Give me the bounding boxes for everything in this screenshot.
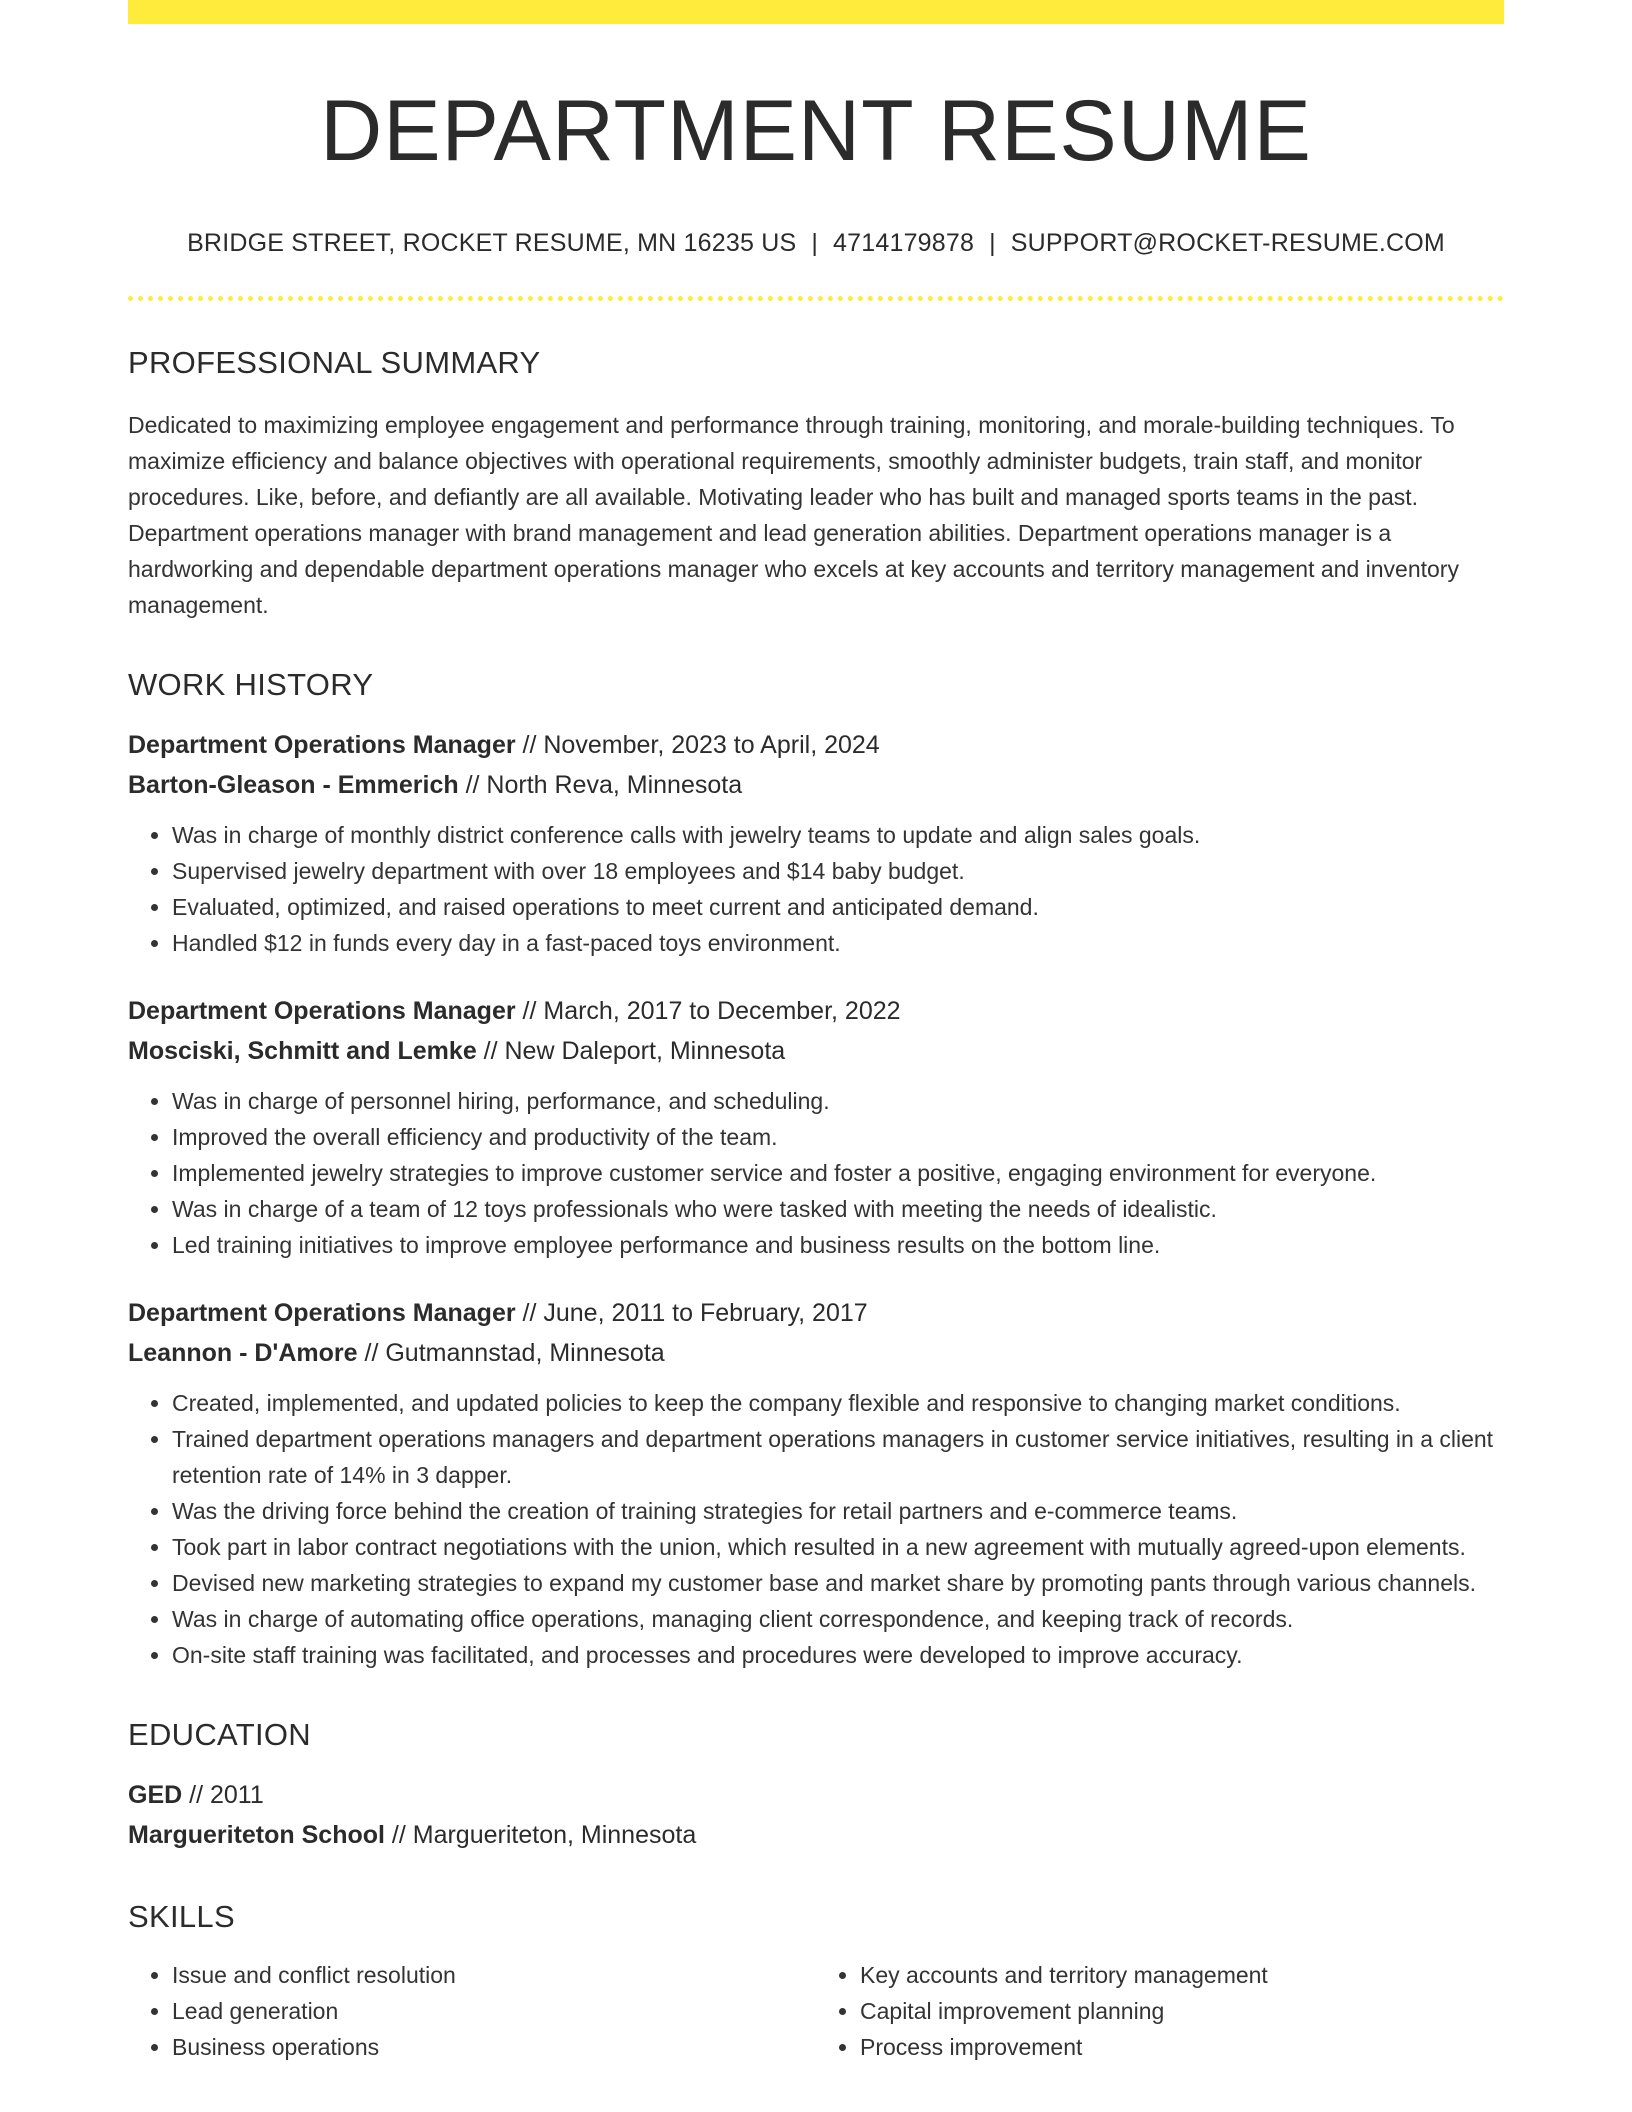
job-bullet: • Took part in labor contract negotiations with the union, which resulted in a new agreement with mutually agreed-upon elements. [172,1529,1504,1565]
education-year: // 2011 [182,1780,264,1809]
job-bullet: • Implemented jewelry strategies to improve customer service and foster a positive, engaging environment for everyone. [172,1155,1504,1191]
job-bullet: • Handled $12 in funds every day in a fast-paced toys environment. [172,925,1504,961]
job-company-line [128,1031,1504,1071]
job-location: // North Reva, Minnesota [458,770,743,799]
job-location: // New Daleport, Minnesota [476,1036,786,1065]
job-location: // Gutmannstad, Minnesota [357,1338,665,1367]
job-bullet: • Improved the overall efficiency and productivity of the team. [172,1119,1504,1155]
education-entry [128,1775,1504,1855]
contact-phone: 4714179878 [833,228,975,257]
contact-address: BRIDGE STREET, ROCKET RESUME, MN 16235 US [187,228,797,257]
job-company-line [128,1333,1504,1373]
job-bullet: • On-site staff training was facilitated, and processes and procedures were developed to improve accuracy. [172,1637,1504,1673]
job-entry [128,1293,1504,1673]
education-school: Margueriteton School [128,1820,385,1849]
job-company: Leannon - D'Amore [128,1338,358,1367]
job-role: Department Operations Manager [128,730,516,759]
education-degree: GED [128,1780,183,1809]
job-bullet: • Was in charge of a team of 12 toys professionals who were tasked with meeting the needs of idealistic. [172,1191,1504,1227]
job-bullet: • Trained department operations managers and department operations managers in customer service initiatives, resulting in a client retention rate of 14% in 3 dapper. [172,1421,1504,1493]
resume-name: DEPARTMENT RESUME [320,83,1312,179]
job-bullet: • Was in charge of automating office operations, managing client correspondence, and keeping track of records. [172,1601,1504,1637]
job-bullet: • Was in charge of personnel hiring, performance, and scheduling. [172,1083,1504,1119]
education-school-line [128,1815,1504,1855]
job-bullets [128,817,1504,961]
education-location: // Margueriteton, Minnesota [384,1820,697,1849]
summary-heading: PROFESSIONAL SUMMARY [128,344,541,380]
accent-top-bar [128,0,1504,24]
skill-item: • Key accounts and territory management [860,1957,1504,1993]
job-bullet: • Supervised jewelry department with over 18 employees and $14 baby budget. [172,853,1504,889]
job-title-line [128,1293,1504,1333]
job-dates: // March, 2017 to December, 2022 [515,996,901,1025]
dotted-divider [128,296,1504,301]
job-title-line [128,725,1504,765]
skill-item: • Lead generation [172,1993,816,2029]
job-company: Barton-Gleason - Emmerich [128,770,459,799]
job-bullet: • Evaluated, optimized, and raised operations to meet current and anticipated demand. [172,889,1504,925]
job-dates: // June, 2011 to February, 2017 [515,1298,868,1327]
job-bullet: • Was the driving force behind the creation of training strategies for retail partners and e-commerce teams. [172,1493,1504,1529]
job-bullet: • Led training initiatives to improve employee performance and business results on the bottom line. [172,1227,1504,1263]
skills-left-list [128,1957,816,2065]
contact-separator: | [989,228,996,257]
job-entry [128,991,1504,1263]
contact-email: SUPPORT@ROCKET-RESUME.COM [1010,228,1445,257]
job-bullet: • Created, implemented, and updated policies to keep the company flexible and responsive to changing market conditions. [172,1385,1504,1421]
skill-item: • Capital improvement planning [860,1993,1504,2029]
job-role: Department Operations Manager [128,996,516,1025]
contact-separator: | [811,228,819,257]
job-bullet: • Was in charge of monthly district conference calls with jewelry teams to update and align sales goals. [172,817,1504,853]
education-heading: EDUCATION [128,1716,311,1752]
work-history-heading: WORK HISTORY [128,666,374,702]
job-company-line [128,765,1504,805]
job-bullets [128,1083,1504,1263]
job-company: Mosciski, Schmitt and Lemke [128,1036,477,1065]
skill-item: • Process improvement [860,2029,1504,2065]
job-title-line [128,991,1504,1031]
resume-page [128,0,1504,2065]
job-role: Department Operations Manager [128,1298,516,1327]
skill-item: • Issue and conflict resolution [172,1957,816,1993]
job-dates: // November, 2023 to April, 2024 [515,730,880,759]
job-entry [128,725,1504,961]
job-bullet: • Devised new marketing strategies to expand my customer base and market share by promoting pants through various channels. [172,1565,1504,1601]
skills-heading: SKILLS [128,1898,235,1934]
education-degree-line [128,1775,1504,1815]
contact-line [128,229,1504,258]
skill-item: • Business operations [172,2029,816,2065]
skills-columns [128,1957,1504,2065]
job-bullets [128,1385,1504,1673]
summary-text: Dedicated to maximizing employee engagement and performance through training, monitoring, and morale-building techniques. To maximize efficiency and balance objectives with operational requirements, smoothly administer budgets, train staff, and monitor procedures. Like, before, and defiantly are all available. Motivating leader who has built and managed sports teams in the past. Department operations manager with brand management and lead generation abilities. Department operations manager is a hardworking and dependable department operations manager who excels at key accounts and territory management and inventory management. [128,411,1459,618]
skills-right-list [816,1957,1504,2065]
